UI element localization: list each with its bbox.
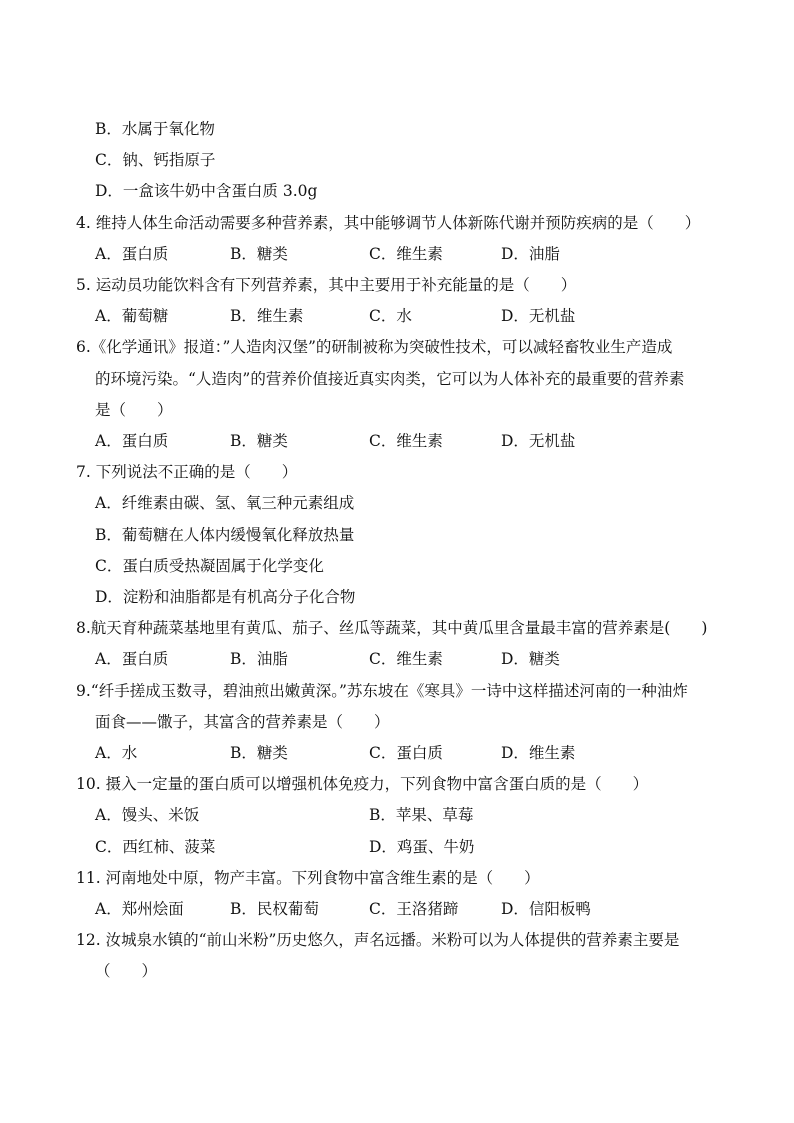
line-text: B．葡萄糖在人体内缓慢氧化释放热量 — [95, 525, 355, 544]
line-text: 是（ ） — [95, 400, 173, 419]
option-text: B．维生素 — [230, 307, 304, 326]
text-line — [0, 332, 794, 363]
line-text: 11. 河南地处中原，物产丰富。下列食物中富含维生素的是（ ） — [76, 868, 540, 887]
option-text: D．鸡蛋、牛奶 — [369, 837, 475, 856]
text-line — [0, 956, 794, 987]
option-text: D．信阳板鸭 — [501, 900, 591, 918]
option-text: D．油脂 — [501, 244, 560, 263]
option-text: C．蛋白质 — [369, 744, 443, 762]
line-text: D．淀粉和油脂都是有机高分子化合物 — [95, 588, 356, 606]
option-text: A．馒头、米饭 — [95, 806, 200, 825]
option-text: A．水 — [95, 744, 138, 762]
line-text: 6.《化学通讯》报道：”人造肉汉堡”的研制被称为突破性技术，可以减轻畜牧业生产造成 — [76, 338, 673, 357]
text-line — [0, 707, 794, 738]
option-text: D．无机盐 — [501, 432, 576, 450]
line-text: 5. 运动员功能饮料含有下列营养素，其中主要用于补充能量的是（ ） — [76, 276, 577, 294]
line-text: 的环境污染。“人造肉”的营养价值接近真实肉类，它可以为人体补充的最重要的营养素 — [95, 369, 685, 388]
option-text: B．糖类 — [230, 744, 288, 762]
text-line — [0, 488, 794, 519]
text-line — [0, 270, 794, 301]
line-text: D．一盒该牛奶中含蛋白质 3.0g — [95, 182, 318, 201]
option-text: A．蛋白质 — [95, 244, 169, 263]
line-text: A．纤维素由碳、氢、氧三种元素组成 — [95, 494, 355, 513]
option-text: B．苹果、草莓 — [369, 806, 474, 825]
line-text: 9.“纤手搓成玉数寻，碧油煎出嫩黄深。”苏东坡在《寒具》一诗中这样描述河南的一种油炸 — [76, 681, 688, 700]
line-text: 8.航天育种蔬菜基地里有黄瓜、茄子、丝瓜等蔬菜，其中黄瓜里含量最丰富的营养素是( ) — [76, 619, 708, 638]
option-text: B．糖类 — [230, 432, 288, 450]
option-text: A．郑州烩面 — [95, 900, 184, 918]
line-text: C．蛋白质受热凝固属于化学变化 — [95, 556, 324, 575]
option-text: C．水 — [369, 307, 412, 326]
option-text: B．民权葡萄 — [230, 900, 319, 918]
text-line — [0, 426, 794, 457]
option-text: C．维生素 — [369, 432, 443, 450]
option-text: C．维生素 — [369, 650, 443, 669]
option-text: B．油脂 — [230, 650, 288, 669]
text-line — [0, 301, 794, 332]
line-text: 4. 维持人体生命活动需要多种营养素，其中能够调节人体新陈代谢并预防疾病的是（ ） — [76, 213, 701, 232]
text-line — [0, 738, 794, 769]
line-text: 面食——馓子，其富含的营养素是（ ） — [95, 712, 390, 731]
text-line — [0, 457, 794, 488]
text-line — [0, 676, 794, 707]
line-text: （ ） — [95, 962, 158, 981]
line-text: 10. 摄入一定量的蛋白质可以增强机体免疫力，下列食物中富含蛋白质的是（ ） — [76, 775, 649, 794]
text-line — [0, 364, 794, 395]
text-line — [0, 863, 794, 894]
text-line — [0, 520, 794, 551]
line-text: B．水属于氧化物 — [95, 120, 215, 138]
line-text: 12. 汝城泉水镇的“前山米粉”历史悠久，声名远播。米粉可以为人体提供的营养素主要是 — [76, 931, 680, 950]
option-text: C．王洛猪蹄 — [369, 900, 459, 918]
text-line — [0, 395, 794, 426]
text-line — [0, 176, 794, 207]
text-line — [0, 145, 794, 176]
line-text: C．钠、钙指原子 — [95, 151, 216, 170]
text-line — [0, 925, 794, 956]
text-line — [0, 644, 794, 675]
line-text: 7. 下列说法不正确的是（ ） — [76, 463, 298, 482]
text-line — [0, 800, 794, 831]
text-line — [0, 894, 794, 925]
option-text: A．蛋白质 — [95, 432, 169, 450]
option-text: D．维生素 — [501, 744, 576, 762]
option-text: D．无机盐 — [501, 307, 576, 326]
text-line — [0, 114, 794, 145]
text-line — [0, 613, 794, 644]
text-line — [0, 208, 794, 239]
option-text: C．维生素 — [369, 244, 443, 263]
text-line — [0, 239, 794, 270]
option-text: D．糖类 — [501, 650, 560, 669]
option-text: A．葡萄糖 — [95, 307, 169, 326]
option-text: C．西红柿、菠菜 — [95, 837, 216, 856]
option-text: B．糖类 — [230, 244, 288, 263]
option-text: A．蛋白质 — [95, 650, 169, 669]
text-line — [0, 832, 794, 863]
text-line — [0, 582, 794, 613]
text-line — [0, 769, 794, 800]
text-line — [0, 551, 794, 582]
